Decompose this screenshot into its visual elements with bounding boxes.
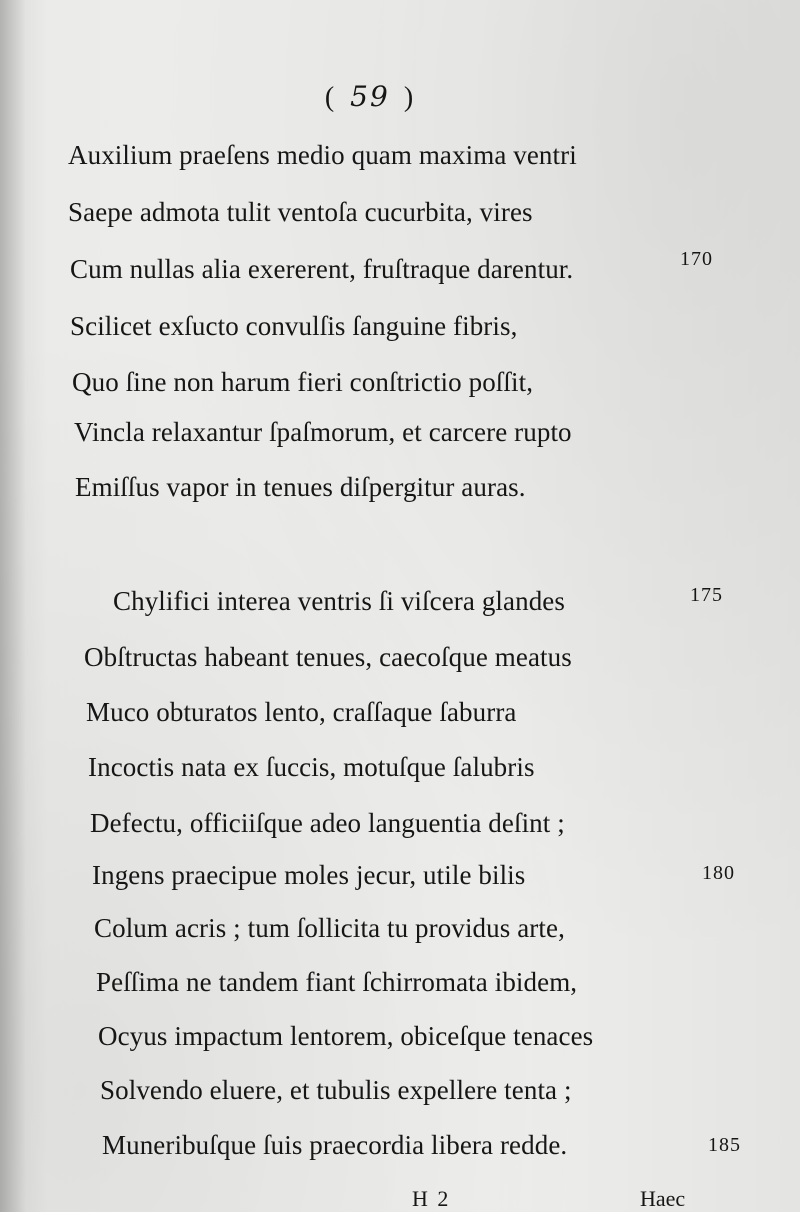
line-number-175: 175 xyxy=(690,584,723,606)
page-number: 59 xyxy=(350,80,390,113)
verse-line: Muco obturatos lento, craſſaque ſaburra xyxy=(86,697,517,727)
line-number-180: 180 xyxy=(702,862,735,884)
verse-line: Obſtructas habeant tenues, caecoſque meatus xyxy=(84,642,572,672)
signature-mark: H 2 xyxy=(412,1186,451,1211)
verse-line: Muneribuſque ſuis praecordia libera redde. xyxy=(102,1130,568,1160)
verse-line: Solvendo eluere, et tubulis expellere tenta ; xyxy=(100,1075,572,1105)
catchword: Haec xyxy=(640,1186,686,1211)
verse-line: Scilicet exſucto convulſis ſanguine fibris, xyxy=(70,311,518,341)
header-open-paren: ( xyxy=(324,82,337,113)
verse-line: Ocyus impactum lentorem, obiceſque tenaces xyxy=(98,1021,594,1051)
page-header xyxy=(305,80,435,114)
verse-line: Vincla relaxantur ſpaſmorum, et carcere rupto xyxy=(74,417,572,447)
header-close-paren: ) xyxy=(403,82,416,113)
verse-line: Incoctis nata ex ſuccis, motuſque ſalubris xyxy=(88,752,535,782)
verse-line: Quo ſine non harum fieri conſtrictio poſſit, xyxy=(72,367,534,397)
verse-line: Saepe admota tulit ventoſa cucurbita, vires xyxy=(68,197,533,227)
verse-line: Defectu, officiiſque adeo languentia deſint ; xyxy=(90,808,565,838)
verse-line: Ingens praecipue moles jecur, utile bilis xyxy=(92,860,526,890)
verse-line: Chylifici interea ventris ſi viſcera glandes xyxy=(113,586,565,616)
verse-line: Auxilium praeſens medio quam maxima ventri xyxy=(68,140,577,170)
line-number-185: 185 xyxy=(708,1134,741,1156)
verse-line: Peſſima ne tandem fiant ſchirromata ibidem, xyxy=(96,967,578,997)
line-number-170: 170 xyxy=(680,248,713,270)
verse-line: Colum acris ; tum ſollicita tu providus arte, xyxy=(94,913,565,943)
gutter-shadow xyxy=(0,0,26,1212)
verse-line: Emiſſus vapor in tenues diſpergitur auras. xyxy=(75,472,526,502)
verse-line: Cum nullas alia exererent, fruſtraque darentur. xyxy=(70,254,574,284)
